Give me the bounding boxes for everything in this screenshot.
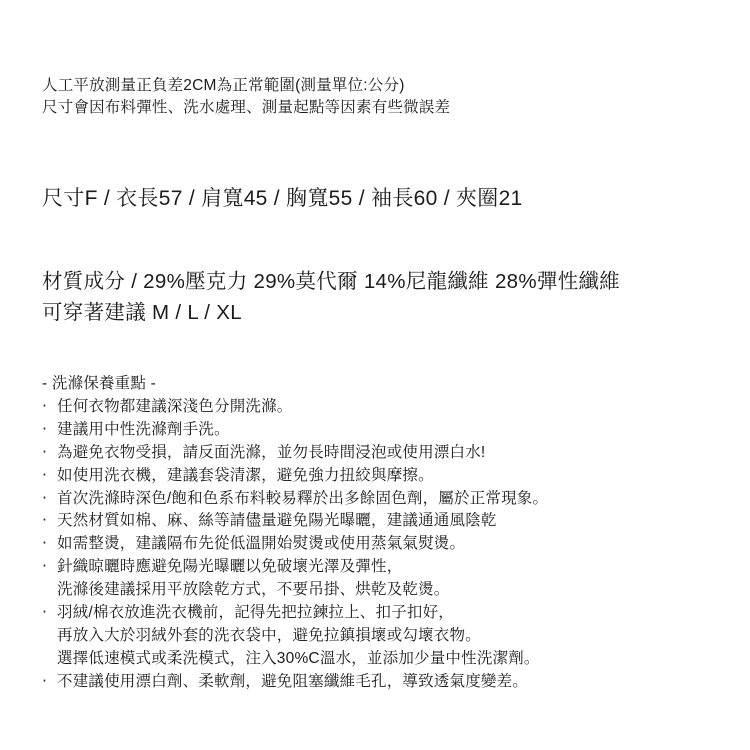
care-line-text: 針織晾曬時應避免陽光曝曬以免破壞光澤及彈性， [57, 558, 403, 576]
care-line-text: 再放入大於羽絨外套的洗衣袋中，避免拉鎮損壞或勾壞衣物。 [57, 626, 481, 644]
bullet-icon: ‧ [42, 443, 48, 461]
care-line-text: 如需整燙，建議隔布先從低溫開始熨燙或使用蒸氣氣熨燙。 [57, 535, 466, 553]
bullet-icon: ‧ [42, 466, 48, 484]
care-line [42, 465, 548, 488]
material-info [42, 266, 620, 328]
care-line [42, 419, 548, 442]
care-instructions [42, 373, 548, 694]
care-line-continuation [42, 648, 548, 671]
bullet-icon: ‧ [42, 558, 48, 576]
bullet-icon: ‧ [42, 420, 48, 438]
care-line-continuation [42, 625, 548, 648]
care-line-text: 不建議使用漂白劑、柔軟劑，避免阻塞纖維毛孔，導致透氣度變差。 [57, 672, 529, 690]
care-line [42, 488, 548, 511]
bullet-icon: ‧ [42, 397, 48, 415]
measurement-note-line2: 尺寸會因布料彈性、洗水處理、測量起點等因素有些微誤差 [42, 99, 451, 116]
care-line [42, 396, 548, 419]
care-line-text: 首次洗滌時深色/飽和色系布料較易釋於出多餘固色劑，屬於正常現象。 [57, 489, 549, 507]
bullet-icon: ‧ [42, 489, 48, 507]
material-composition-line: 材質成分 / 29%壓克力 29%莫代爾 14%尼龍纖維 28%彈性纖維 [42, 270, 621, 293]
bullet-icon: ‧ [42, 512, 48, 530]
care-line-continuation [42, 579, 548, 602]
bullet-icon: ‧ [42, 604, 48, 622]
care-line [42, 556, 548, 579]
care-line [42, 510, 548, 533]
care-line-text: 洗滌後建議採用平放陰乾方式，不要吊掛、烘乾及乾燙。 [57, 581, 450, 599]
size-spec-line: 尺寸F / 衣長57 / 肩寬45 / 胸寬55 / 袖長60 / 夾圈21 [42, 187, 523, 210]
care-line [42, 671, 548, 694]
care-line-text: 任何衣物都建議深淺色分開洗滌。 [57, 397, 293, 415]
care-line-text: 為避免衣物受損，請反面洗滌，並勿長時間浸泡或使用漂白水! [57, 443, 486, 461]
care-line-text: 天然材質如棉、麻、絲等請儘量避免陽光曝曬，建議通通風陰乾 [57, 512, 497, 530]
measurement-note-line1: 人工平放測量正負差2CM為正常範圍(測量單位:公分) [42, 77, 405, 94]
bullet-icon: ‧ [42, 672, 48, 690]
care-line-text: 選擇低速模式或柔洗模式，注入30%C溫水，並添加少量中性洗潔劑。 [57, 649, 540, 667]
care-line [42, 442, 548, 465]
care-line-text: 如使用洗衣機，建議套袋清潔，避免強力扭絞與摩擦。 [57, 466, 434, 484]
care-line [42, 602, 548, 625]
care-line [42, 533, 548, 556]
care-line-text: 羽絨/棉衣放進洗衣機前，記得先把拉鍊拉上、扣子扣好， [57, 604, 455, 622]
care-heading: - 洗滌保養重點 - [42, 375, 156, 392]
bullet-icon: ‧ [42, 535, 48, 553]
fit-advice-line: 可穿著建議 M / L / XL [42, 301, 242, 324]
measurement-notes [42, 75, 450, 119]
care-line-text: 建議用中性洗滌劑手洗。 [57, 420, 230, 438]
